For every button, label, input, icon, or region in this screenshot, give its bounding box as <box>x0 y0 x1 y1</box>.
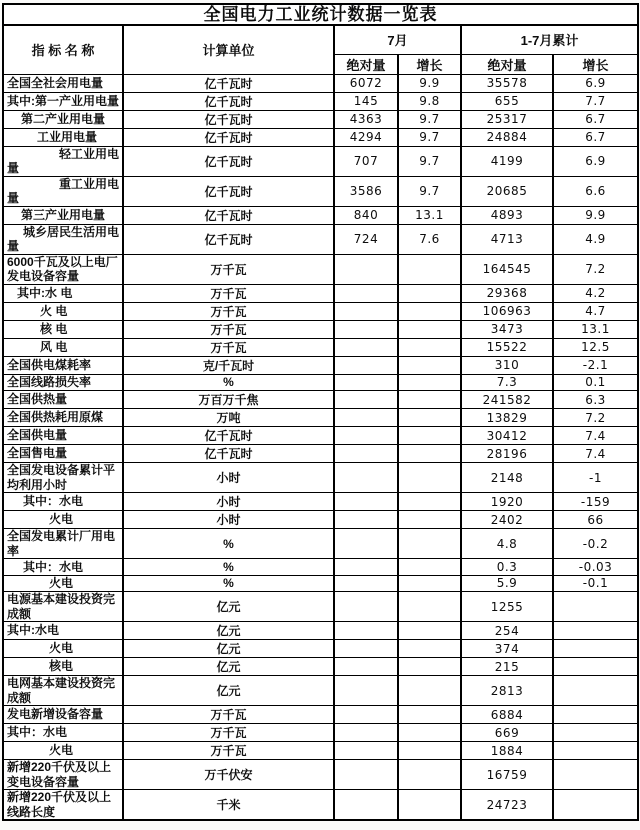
indicator-cell: 全国供热耗用原煤 <box>3 409 123 427</box>
cumulative-growth-cell: -0.1 <box>553 575 638 592</box>
cumulative-absolute-cell: 30412 <box>461 427 553 445</box>
indicator-cell: 核电 <box>3 658 123 676</box>
cumulative-absolute-cell: 2813 <box>461 676 553 706</box>
unit-cell: 亿元 <box>123 622 334 640</box>
cumulative-absolute-cell: 20685 <box>461 176 553 206</box>
cumulative-absolute-cell: 310 <box>461 356 553 374</box>
july-absolute-cell <box>334 409 398 427</box>
cumulative-absolute-cell: 655 <box>461 92 553 110</box>
cumulative-growth-cell <box>553 658 638 676</box>
unit-cell: 万百万千焦 <box>123 391 334 409</box>
july-absolute-cell <box>334 706 398 724</box>
cumulative-growth-cell: 4.9 <box>553 224 638 254</box>
table-row <box>3 74 638 92</box>
col-header-cumulative-group: 1-7月累计 <box>461 25 638 54</box>
cumulative-absolute-cell: 2402 <box>461 511 553 529</box>
cumulative-growth-cell: 6.6 <box>553 176 638 206</box>
cumulative-growth-cell: 7.2 <box>553 254 638 284</box>
col-header-indicator: 指 标 名 称 <box>3 25 123 74</box>
july-absolute-cell <box>334 374 398 391</box>
unit-cell: 亿元 <box>123 676 334 706</box>
indicator-cell: 轻工业用电量 <box>3 146 123 176</box>
cumulative-growth-cell <box>553 790 638 821</box>
july-absolute-cell <box>334 511 398 529</box>
indicator-cell: 火电 <box>3 742 123 760</box>
unit-cell: 亿千瓦时 <box>123 110 334 128</box>
table-row <box>3 493 638 511</box>
unit-cell: 万吨 <box>123 409 334 427</box>
table-row <box>3 391 638 409</box>
unit-cell: % <box>123 559 334 576</box>
july-absolute-cell <box>334 493 398 511</box>
unit-cell: 亿千瓦时 <box>123 427 334 445</box>
july-absolute-cell: 3586 <box>334 176 398 206</box>
july-absolute-cell <box>334 338 398 356</box>
july-absolute-cell <box>334 622 398 640</box>
table-row <box>3 206 638 224</box>
table-row <box>3 706 638 724</box>
unit-cell: 万千瓦 <box>123 302 334 320</box>
table-row <box>3 374 638 391</box>
unit-cell: % <box>123 529 334 559</box>
unit-cell: 万千瓦 <box>123 338 334 356</box>
july-absolute-cell <box>334 463 398 493</box>
cumulative-absolute-cell: 4199 <box>461 146 553 176</box>
cumulative-growth-cell: -2.1 <box>553 356 638 374</box>
july-growth-cell <box>398 320 461 338</box>
table-row <box>3 445 638 463</box>
july-growth-cell <box>398 529 461 559</box>
july-absolute-cell: 6072 <box>334 74 398 92</box>
july-growth-cell <box>398 409 461 427</box>
july-absolute-cell <box>334 391 398 409</box>
col-header-july-absolute: 绝对量 <box>334 54 398 74</box>
cumulative-growth-cell: -0.2 <box>553 529 638 559</box>
col-header-cumulative-absolute: 绝对量 <box>461 54 553 74</box>
july-growth-cell <box>398 511 461 529</box>
unit-cell: 亿千瓦时 <box>123 224 334 254</box>
july-growth-cell <box>398 790 461 821</box>
cumulative-growth-cell: 6.9 <box>553 146 638 176</box>
cumulative-growth-cell: 9.9 <box>553 206 638 224</box>
table-row <box>3 302 638 320</box>
cumulative-growth-cell: 7.4 <box>553 445 638 463</box>
indicator-cell: 第二产业用电量 <box>3 110 123 128</box>
cumulative-absolute-cell: 6884 <box>461 706 553 724</box>
indicator-cell: 其中:水 电 <box>3 284 123 302</box>
table-row <box>3 529 638 559</box>
july-absolute-cell <box>334 445 398 463</box>
indicator-cell: 全国全社会用电量 <box>3 74 123 92</box>
july-growth-cell <box>398 640 461 658</box>
cumulative-absolute-cell: 215 <box>461 658 553 676</box>
july-growth-cell: 9.7 <box>398 110 461 128</box>
table-row <box>3 463 638 493</box>
indicator-cell: 全国供电煤耗率 <box>3 356 123 374</box>
unit-cell: 亿千瓦时 <box>123 92 334 110</box>
table-row <box>3 224 638 254</box>
july-absolute-cell <box>334 284 398 302</box>
cumulative-absolute-cell: 16759 <box>461 760 553 790</box>
indicator-cell: 6000千瓦及以上电厂发电设备容量 <box>3 254 123 284</box>
table-row <box>3 592 638 622</box>
cumulative-absolute-cell: 15522 <box>461 338 553 356</box>
indicator-cell: 电源基本建设投资完成额 <box>3 592 123 622</box>
july-growth-cell: 9.9 <box>398 74 461 92</box>
table-row <box>3 427 638 445</box>
indicator-cell: 电网基本建设投资完成额 <box>3 676 123 706</box>
indicator-cell: 火电 <box>3 640 123 658</box>
table-row <box>3 128 638 146</box>
unit-cell: 万千瓦 <box>123 254 334 284</box>
indicator-cell: 风 电 <box>3 338 123 356</box>
july-growth-cell <box>398 284 461 302</box>
cumulative-absolute-cell: 106963 <box>461 302 553 320</box>
header-group-row <box>3 25 638 54</box>
july-absolute-cell: 707 <box>334 146 398 176</box>
unit-cell: 亿千瓦时 <box>123 206 334 224</box>
july-absolute-cell <box>334 320 398 338</box>
cumulative-growth-cell: 4.7 <box>553 302 638 320</box>
indicator-cell: 全国线路损失率 <box>3 374 123 391</box>
july-growth-cell <box>398 338 461 356</box>
july-absolute-cell <box>334 356 398 374</box>
cumulative-absolute-cell: 241582 <box>461 391 553 409</box>
cumulative-absolute-cell: 28196 <box>461 445 553 463</box>
cumulative-growth-cell: -159 <box>553 493 638 511</box>
cumulative-absolute-cell: 29368 <box>461 284 553 302</box>
table-row <box>3 176 638 206</box>
cumulative-growth-cell <box>553 760 638 790</box>
cumulative-growth-cell <box>553 622 638 640</box>
statistics-sheet <box>2 3 637 821</box>
july-growth-cell <box>398 592 461 622</box>
col-header-unit: 计算单位 <box>123 25 334 74</box>
cumulative-absolute-cell: 4893 <box>461 206 553 224</box>
table-row <box>3 622 638 640</box>
table-body <box>3 74 638 820</box>
july-absolute-cell <box>334 529 398 559</box>
july-absolute-cell <box>334 254 398 284</box>
table-row <box>3 760 638 790</box>
july-absolute-cell <box>334 592 398 622</box>
unit-cell: 万千瓦 <box>123 724 334 742</box>
july-growth-cell <box>398 676 461 706</box>
july-absolute-cell <box>334 790 398 821</box>
unit-cell: 亿元 <box>123 592 334 622</box>
indicator-cell: 全国发电设备累计平均利用小时 <box>3 463 123 493</box>
july-growth-cell <box>398 760 461 790</box>
cumulative-absolute-cell: 24884 <box>461 128 553 146</box>
july-growth-cell: 13.1 <box>398 206 461 224</box>
table-row <box>3 320 638 338</box>
table-row <box>3 640 638 658</box>
unit-cell: 万千伏安 <box>123 760 334 790</box>
col-header-cumulative-growth: 增长 <box>553 54 638 74</box>
indicator-cell: 全国供电量 <box>3 427 123 445</box>
cumulative-absolute-cell: 374 <box>461 640 553 658</box>
indicator-cell: 工业用电量 <box>3 128 123 146</box>
unit-cell: 亿千瓦时 <box>123 445 334 463</box>
unit-cell: 小时 <box>123 511 334 529</box>
table-row <box>3 742 638 760</box>
july-growth-cell <box>398 445 461 463</box>
cumulative-growth-cell <box>553 640 638 658</box>
indicator-cell: 其中：水电 <box>3 724 123 742</box>
unit-cell: 亿千瓦时 <box>123 146 334 176</box>
july-absolute-cell <box>334 302 398 320</box>
unit-cell: 亿千瓦时 <box>123 74 334 92</box>
cumulative-growth-cell: 6.3 <box>553 391 638 409</box>
unit-cell: 亿千瓦时 <box>123 128 334 146</box>
page-title: 全国电力工业统计数据一览表 <box>3 4 638 25</box>
cumulative-growth-cell: 66 <box>553 511 638 529</box>
table-row <box>3 724 638 742</box>
cumulative-growth-cell: 7.7 <box>553 92 638 110</box>
unit-cell: 小时 <box>123 463 334 493</box>
july-absolute-cell: 4363 <box>334 110 398 128</box>
cumulative-growth-cell: 12.5 <box>553 338 638 356</box>
july-growth-cell <box>398 559 461 576</box>
july-absolute-cell <box>334 676 398 706</box>
indicator-cell: 其中：水电 <box>3 493 123 511</box>
unit-cell: 亿元 <box>123 640 334 658</box>
july-absolute-cell <box>334 575 398 592</box>
col-header-july-growth: 增长 <box>398 54 461 74</box>
cumulative-growth-cell: 6.7 <box>553 110 638 128</box>
july-growth-cell <box>398 356 461 374</box>
unit-cell: 万千瓦 <box>123 706 334 724</box>
indicator-cell: 其中:水电 <box>3 622 123 640</box>
july-absolute-cell: 4294 <box>334 128 398 146</box>
july-growth-cell <box>398 742 461 760</box>
table-row <box>3 92 638 110</box>
july-absolute-cell: 724 <box>334 224 398 254</box>
cumulative-growth-cell <box>553 676 638 706</box>
table-row <box>3 511 638 529</box>
july-growth-cell <box>398 254 461 284</box>
unit-cell: 亿千瓦时 <box>123 176 334 206</box>
july-growth-cell: 9.8 <box>398 92 461 110</box>
cumulative-absolute-cell: 1884 <box>461 742 553 760</box>
july-growth-cell <box>398 463 461 493</box>
cumulative-absolute-cell: 1255 <box>461 592 553 622</box>
indicator-cell: 其中：水电 <box>3 559 123 576</box>
cumulative-absolute-cell: 4713 <box>461 224 553 254</box>
indicator-cell: 发电新增设备容量 <box>3 706 123 724</box>
indicator-cell: 全国供热量 <box>3 391 123 409</box>
table-row <box>3 146 638 176</box>
table-row <box>3 409 638 427</box>
july-growth-cell <box>398 724 461 742</box>
cumulative-growth-cell: 13.1 <box>553 320 638 338</box>
cumulative-growth-cell <box>553 592 638 622</box>
july-growth-cell <box>398 391 461 409</box>
table-row <box>3 284 638 302</box>
cumulative-growth-cell: 0.1 <box>553 374 638 391</box>
july-growth-cell <box>398 658 461 676</box>
cumulative-absolute-cell: 35578 <box>461 74 553 92</box>
indicator-cell: 第三产业用电量 <box>3 206 123 224</box>
july-growth-cell <box>398 302 461 320</box>
indicator-cell: 重工业用电量 <box>3 176 123 206</box>
table-row <box>3 790 638 821</box>
table-row <box>3 338 638 356</box>
unit-cell: % <box>123 575 334 592</box>
july-growth-cell <box>398 493 461 511</box>
cumulative-growth-cell: 6.9 <box>553 74 638 92</box>
indicator-cell: 新增220千伏及以上变电设备容量 <box>3 760 123 790</box>
july-absolute-cell: 145 <box>334 92 398 110</box>
july-absolute-cell <box>334 760 398 790</box>
july-absolute-cell <box>334 658 398 676</box>
unit-cell: 万千瓦 <box>123 320 334 338</box>
cumulative-growth-cell <box>553 742 638 760</box>
power-statistics-table <box>2 3 639 821</box>
cumulative-absolute-cell: 254 <box>461 622 553 640</box>
cumulative-growth-cell <box>553 706 638 724</box>
july-growth-cell <box>398 427 461 445</box>
july-absolute-cell <box>334 724 398 742</box>
col-header-july-group: 7月 <box>334 25 461 54</box>
unit-cell: % <box>123 374 334 391</box>
cumulative-absolute-cell: 669 <box>461 724 553 742</box>
unit-cell: 小时 <box>123 493 334 511</box>
cumulative-growth-cell: 7.4 <box>553 427 638 445</box>
cumulative-absolute-cell: 24723 <box>461 790 553 821</box>
cumulative-absolute-cell: 164545 <box>461 254 553 284</box>
cumulative-absolute-cell: 2148 <box>461 463 553 493</box>
july-growth-cell: 9.7 <box>398 128 461 146</box>
july-growth-cell: 9.7 <box>398 176 461 206</box>
table-row <box>3 559 638 576</box>
july-growth-cell: 9.7 <box>398 146 461 176</box>
july-absolute-cell <box>334 640 398 658</box>
july-growth-cell: 7.6 <box>398 224 461 254</box>
table-row <box>3 658 638 676</box>
cumulative-growth-cell: -0.03 <box>553 559 638 576</box>
table-row <box>3 254 638 284</box>
table-row <box>3 676 638 706</box>
cumulative-absolute-cell: 5.9 <box>461 575 553 592</box>
july-absolute-cell <box>334 427 398 445</box>
cumulative-growth-cell <box>553 724 638 742</box>
table-row <box>3 356 638 374</box>
july-absolute-cell: 840 <box>334 206 398 224</box>
cumulative-absolute-cell: 0.3 <box>461 559 553 576</box>
unit-cell: 万千瓦 <box>123 742 334 760</box>
cumulative-absolute-cell: 1920 <box>461 493 553 511</box>
indicator-cell: 全国发电累计厂用电率 <box>3 529 123 559</box>
unit-cell: 万千瓦 <box>123 284 334 302</box>
cumulative-growth-cell: -1 <box>553 463 638 493</box>
cumulative-growth-cell: 4.2 <box>553 284 638 302</box>
cumulative-growth-cell: 7.2 <box>553 409 638 427</box>
cumulative-absolute-cell: 7.3 <box>461 374 553 391</box>
title-row <box>3 4 638 25</box>
indicator-cell: 核 电 <box>3 320 123 338</box>
july-absolute-cell <box>334 559 398 576</box>
cumulative-growth-cell: 6.7 <box>553 128 638 146</box>
unit-cell: 克/千瓦时 <box>123 356 334 374</box>
indicator-cell: 火电 <box>3 575 123 592</box>
cumulative-absolute-cell: 25317 <box>461 110 553 128</box>
cumulative-absolute-cell: 3473 <box>461 320 553 338</box>
july-growth-cell <box>398 622 461 640</box>
july-growth-cell <box>398 575 461 592</box>
cumulative-absolute-cell: 4.8 <box>461 529 553 559</box>
july-growth-cell <box>398 706 461 724</box>
indicator-cell: 城乡居民生活用电量 <box>3 224 123 254</box>
unit-cell: 亿元 <box>123 658 334 676</box>
july-growth-cell <box>398 374 461 391</box>
indicator-cell: 火 电 <box>3 302 123 320</box>
table-row <box>3 110 638 128</box>
indicator-cell: 新增220千伏及以上线路长度 <box>3 790 123 821</box>
unit-cell: 千米 <box>123 790 334 821</box>
table-row <box>3 575 638 592</box>
indicator-cell: 其中:第一产业用电量 <box>3 92 123 110</box>
indicator-cell: 火电 <box>3 511 123 529</box>
july-absolute-cell <box>334 742 398 760</box>
cumulative-absolute-cell: 13829 <box>461 409 553 427</box>
indicator-cell: 全国售电量 <box>3 445 123 463</box>
